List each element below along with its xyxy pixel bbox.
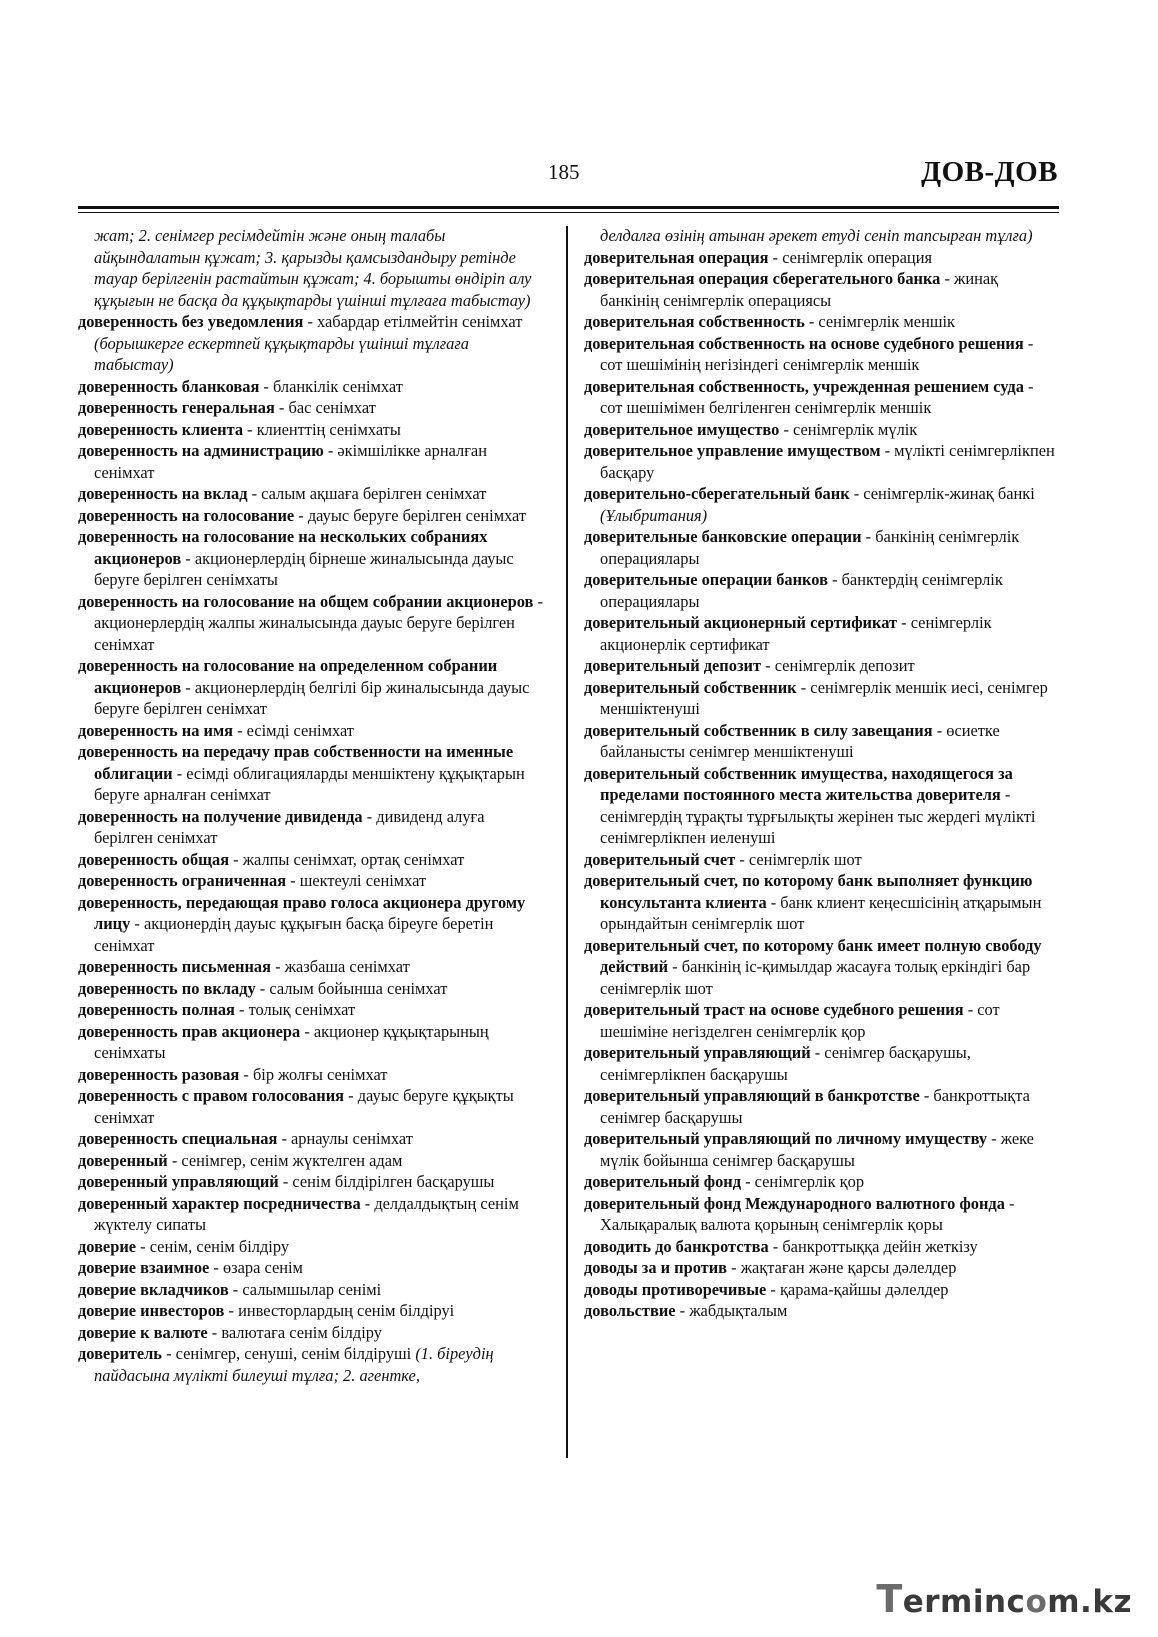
entry-translation: сенімгерлік қор [754,1172,865,1191]
entry-term: доверенность на голосование на общем собрании акционеров [78,591,534,611]
entry-translation: сенімгерлік депозит [774,656,915,675]
dictionary-entry: доверенность генеральная - бас сенімхат [78,398,376,417]
dictionary-entry: доверенность полная - толық сенімхат [78,1000,356,1019]
dictionary-entry: доверительный траст на основе судебного решения - сот шешіміне негізделген сенімгерлік қор [584,1000,1000,1041]
entry-term: доверенность ограниченная [78,871,287,890]
entry-translation: сенімгерлік операция [782,247,932,267]
dictionary-entry: доверие взаимное - өзара сенім [78,1258,303,1277]
dictionary-entry: доверительно-сберегательный банк - сенімгерлік-жинақ банкі (Ұлыбритания) [584,484,1035,525]
dictionary-entry: доверенность на вклад - салым ақшаға берілген сенімхат [78,484,487,503]
entry-translation: сенімгер басқарушы, сенімгерлікпен басқарушы [600,1043,971,1084]
entry-translation: сенімгерлік-жинақ банкі [863,484,1035,503]
entry-note: (Ұлыбритания) [600,505,708,525]
entry-translation: бас сенімхат [288,398,376,417]
entry-term: доверительный собственник имущества, находящегося за пределами постоянного места жительства доверителя [584,763,1013,804]
entry-translation: дауыс беруге берілген сенімхат [307,505,527,525]
dictionary-column-right [584,225,1055,1322]
dictionary-entry: доверительный управляющий по личному имуществу - жеке мүлік бойынша сенімгер басқарушы [584,1129,1034,1170]
entry-term: доверительный акционерный сертификат [584,613,898,632]
dictionary-entry: доверительный акционерный сертификат - сенімгерлік акционерлік сертификат [584,613,992,654]
entry-term: доводы противоречивые [584,1279,767,1299]
dictionary-entry: доверенный характер посредничества - делдалдықтың сенім жүктелу сипаты [78,1193,519,1234]
entry-translation: Халықаралық валюта қорының сенімгерлік қоры [600,1215,943,1234]
entry-translation: инвесторлардың сенім білдіруі [238,1301,455,1320]
entry-term: доверенность на передачу прав собственности на именные облигации [78,742,514,783]
entry-term: доверительный счет, по которому банк выполняет функцию консультанта клиента [584,871,1033,912]
entry-term: доверительный управляющий по личному имуществу [584,1129,988,1148]
entry-note: (борышкерге ескертпей құқықтарды үшінші тұлғаға табыстау) [94,333,469,374]
entry-translation: банкінің сенімгерлік операциялары [600,527,1020,568]
dictionary-entry: доверенность на передачу прав собственности на именные облигации - есімді облигацияларды меншіктену құқықтарын беруге арналған сенімхат [78,742,525,804]
entry-translation: сенім, сенім білдіру [149,1236,290,1256]
entry-translation: дивиденд алуға берілген сенімхат [94,806,485,847]
entry-translation: сенімгер, сенім жүктелген адам [181,1150,403,1170]
entry-translation: шектеулі сенімхат [299,871,427,890]
entry-translation: жинақ банкінің сенімгерлік операциясы [600,269,999,310]
entry-note: (1. біреудің пайдасына мүлікті билеуші тұлға; 2. агентке, [94,1344,494,1385]
entry-translation: акционерлердің бірнеше жиналысында дауыс беруге берілген сенімхаты [94,548,514,589]
entry-translation: банкроттыққа дейін жеткізу [782,1236,978,1256]
entry-term: доверенность на администрацию [78,441,324,460]
dictionary-entry: доверительные операции банков - банктердің сенімгерлік операциялары [584,570,1003,611]
entry-term: доверенность клиента [78,419,244,439]
entry-translation: салым бойынша сенімхат [269,978,448,998]
entry-translation: клиенттің сенімхаты [256,419,401,439]
entry-translation: әкімшілікке арналған сенімхат [94,441,487,482]
dictionary-entry: доверительная собственность на основе судебного решения - сот шешімінің негізіндегі сенімгерлік меншік [584,333,1034,374]
dictionary-entry [584,225,1055,247]
site-logo: Termincom.kz [876,1577,1132,1621]
dictionary-entry: доверенность на голосование - дауыс беруге берілген сенімхат [78,505,527,525]
dictionary-entry: доверенный управляющий - сенім білдірілген басқарушы [78,1172,495,1191]
entry-translation: есімді сенімхат [246,720,354,740]
dictionary-column-left [78,225,543,1386]
dictionary-entry: доверительные банковские операции - банкінің сенімгерлік операциялары [584,527,1020,568]
entry-term: доверие к валюте [78,1322,208,1342]
entry-translation: акционерлердің белгілі бір жиналысында дауыс беруге берілген сенімхат [94,677,530,718]
dictionary-entry: доверительный счет, по которому банк выполняет функцию консультанта клиента - банк клиент кеңесшісінің атқарымын орындайтын сенімгерлік шот [584,871,1042,933]
entry-term: доверенность, передающая право голоса акционера другому лицу [78,892,526,933]
entry-translation: сенімгер, сенуші, сенім білдіруші [175,1344,412,1363]
entry-translation: өсиетке байланысты сенімгер меншіктенуші [600,720,1000,761]
entry-term: доверенный управляющий [78,1172,279,1191]
entry-term: доверительное имущество [584,419,780,439]
entry-term: доверительный траст на основе судебного решения [584,1000,964,1019]
dictionary-entry: доверенность клиента - клиенттің сенімхаты [78,419,401,439]
entry-translation: салым ақшаға берілген сенімхат [261,484,487,503]
entry-term: доверительные банковские операции [584,527,862,546]
dictionary-entry: доверенность на имя - есімді сенімхат [78,720,354,740]
dictionary-entry: доверие - сенім, сенім білдіру [78,1236,290,1256]
dictionary-entry: доверительная собственность, учрежденная решением суда - сот шешімімен белгіленген сенімгерлік меншік [584,376,1034,417]
dictionary-entry: доверенность, передающая право голоса акционера другому лицу - акционердің дауыс құқығын басқа біреуге беретін сенімхат [78,892,526,955]
entry-translation: банкінің іс-қимылдар жасауға толық еркіндігі бар сенімгерлік шот [600,957,1031,998]
entry-translation: сенімгерлік мүлік [793,419,918,439]
entry-translation: акционер құқықтарының сенімхаты [94,1021,489,1062]
entry-term: доверительный управляющий [584,1043,811,1062]
entry-translation: жабдықталым [689,1301,788,1320]
dictionary-entry: доверенность прав акционера - акционер құқықтарының сенімхаты [78,1021,489,1062]
entry-translation: толық сенімхат [248,1000,356,1019]
entry-term: доверенность общая [78,849,230,869]
entry-term: доверие [78,1236,137,1256]
dictionary-entry: доверенный - сенімгер, сенім жүктелген адам [78,1150,403,1170]
entry-translation: бланкілік сенімхат [272,376,403,396]
entry-term: доверительная операция [584,247,769,267]
entry-translation: банк клиент кеңесшісінің атқарымын орындайтын сенімгерлік шот [600,892,1042,933]
entry-term: доверенность полная [78,1000,235,1019]
entry-translation: сенімгерлік меншік иесі, сенімгер меншіктенуші [600,677,1048,718]
entry-term: довольствие [584,1301,676,1320]
entry-translation: делдалдықтың сенім жүктелу сипаты [94,1193,519,1234]
entry-term: доверительный управляющий в банкротстве [584,1086,920,1105]
entry-translation: жалпы сенімхат, ортақ сенімхат [242,849,465,869]
entry-term: доверительный счет, по которому банк имеет полную свободу действий [584,935,1042,976]
entry-term: доверительная собственность на основе судебного решения [584,333,1024,353]
dictionary-entry: доверительное имущество - сенімгерлік мүлік [584,419,918,439]
entry-term: доверенность на получение дивиденда [78,806,363,826]
dictionary-entry: доверенность ограниченная - шектеулі сенімхат [78,871,427,890]
entry-translation: акционердің дауыс құқығын басқа біреуге беретін сенімхат [94,914,494,955]
dictionary-entry: доверительный счет - сенімгерлік шот [584,849,862,869]
entry-term: доверие инвесторов [78,1301,225,1320]
dictionary-entry: доверительный управляющий - сенімгер басқарушы, сенімгерлікпен басқарушы [584,1043,971,1084]
header-rule-thin [78,212,1059,213]
entry-term: доверенность генеральная [78,398,275,417]
entry-note: делдалға өзінің атынан әрекет етуді сеніп тапсырған тұлға) [600,226,1033,245]
entry-term: доверенный [78,1150,168,1170]
entry-term: доверительное управление имуществом [584,441,881,460]
entry-translation: сенім білдірілген басқарушы [292,1172,495,1191]
entry-term: доверительный собственник в силу завещания [584,720,933,740]
dictionary-entry: доверительный собственник в силу завещания - өсиетке байланысты сенімгер меншіктенуші [584,720,1000,761]
entry-note: жат; 2. сенімгер ресімдейтін және оның талабы айқындалатын құжат; 3. қарызды қамсыздандыру ретінде тауар берілгенін растайтын құжат; 4. борышты өндіріп алу құқығын не басқа да құқықтарды үшінші тұлғаға табыстау) [94,226,532,310]
entry-term: доверительный фонд Международного валютного фонда [584,1193,1005,1213]
entry-term: доверенность разовая [78,1064,240,1084]
entry-translation: бір жолғы сенімхат [252,1064,388,1084]
entry-translation: сот шешіміне негізделген сенімгерлік қор [600,1000,1000,1041]
dictionary-entry: доверенность по вкладу - салым бойынша сенімхат [78,978,448,998]
entry-translation: жақтаған және қарсы дәлелдер [740,1258,957,1277]
dictionary-entry: доверительный фонд - сенімгерлік қор [584,1172,865,1191]
dictionary-entry: доверенность разовая - бір жолғы сенімхат [78,1064,388,1084]
dictionary-entry: доверенность с правом голосования - дауыс беруге құқықты сенімхат [78,1086,514,1127]
dictionary-entry: доверие вкладчиков - салымшылар сенімі [78,1279,382,1299]
dictionary-entry: доверенность на голосование на нескольких собраниях акционеров - акционерлердің бірнеше жиналысында дауыс беруге берілген сенімхаты [78,527,514,589]
entry-term: доводить до банкротства [584,1236,769,1256]
entry-term: доверительный счет [584,849,736,869]
entry-term: доверенность письменная [78,957,271,976]
entry-term: доверенность без уведомления [78,312,304,331]
entry-translation: өзара сенім [222,1258,303,1277]
entry-translation: салымшылар сенімі [242,1279,382,1299]
entry-term: доверительный депозит [584,656,762,675]
entry-term: доверительная операция сберегательного банка [584,269,941,288]
dictionary-entry: доверительная операция сберегательного банка - жинақ банкінің сенімгерлік операциясы [584,269,999,310]
dictionary-entry: доверие инвесторов - инвесторлардың сенім білдіруі [78,1301,455,1320]
dictionary-entry: доверенность на получение дивиденда - дивиденд алуға берілген сенімхат [78,806,485,847]
entry-translation: сот шешімімен белгіленген сенімгерлік меншік [600,398,932,417]
entry-term: доверительные операции банков [584,570,828,589]
entry-term: доверенный характер посредничества [78,1193,361,1213]
entry-translation: қарама-қайшы дәлелдер [779,1279,949,1299]
dictionary-entry: доводы противоречивые - қарама-қайшы дәлелдер [584,1279,949,1299]
dictionary-entry: доверенность на голосование на общем собрании акционеров - акционерлердің жалпы жиналысында дауыс беруге берілген сенімхат [78,591,543,654]
dictionary-entry: довольствие - жабдықталым [584,1301,788,1320]
entry-translation: сот шешімінің негізіндегі сенімгерлік меншік [600,355,920,374]
dictionary-entry: доверительный собственник имущества, находящегося за пределами постоянного места жительства доверителя - сенімгердің тұрақты тұрғылықты жерінен тыс жердегі мүлікті сенімгерлікпен иеленуші [584,763,1036,847]
header-rule-thick [78,206,1059,209]
dictionary-entry: доверенность без уведомления - хабардар етілмейтін сенімхат (борышкерге ескертпей құқықтарды үшінші тұлғаға табыстау) [78,312,523,374]
entry-translation: банкроттықта сенімгер басқарушы [600,1086,1030,1127]
entry-term: доверительный фонд [584,1172,742,1191]
entry-term: доверенность на голосование на определенном собрании акционеров [78,656,498,697]
entry-translation: валютаға сенім білдіру [221,1322,382,1342]
dictionary-entry: доверительный управляющий в банкротстве - банкроттықта сенімгер басқарушы [584,1086,1030,1127]
dictionary-entry: доверительное управление имуществом - мүлікті сенімгерлікпен басқару [584,441,1055,482]
dictionary-entry: доверенность на голосование на определенном собрании акционеров - акционерлердің белгілі бір жиналысында дауыс беруге берілген сенімхат [78,656,530,718]
entry-translation: арнаулы сенімхат [291,1129,413,1148]
entry-term: доверенность с правом голосования [78,1086,345,1105]
column-divider [566,226,568,1458]
dictionary-entry: доверенность бланковая - бланкілік сенімхат [78,376,403,396]
dictionary-entry [78,225,543,311]
dictionary-entry: доверительная собственность - сенімгерлік меншік [584,312,955,331]
entry-translation: есімді облигацияларды меншіктену құқықтарын беруге арналған сенімхат [94,763,525,804]
entry-term: доверенность специальная [78,1129,278,1148]
entry-translation: сенімгерлік меншік [818,312,955,331]
entry-translation: банктердің сенімгерлік операциялары [600,570,1003,611]
entry-term: доверительная собственность [584,312,805,331]
entry-term: доверенность на имя [78,720,233,740]
entry-translation: жазбаша сенімхат [284,957,410,976]
entry-term: доверительный собственник [584,677,797,697]
dictionary-entry: доверительный собственник - сенімгерлік меншік иесі, сенімгер меншіктенуші [584,677,1048,718]
dictionary-entry: доверительный счет, по которому банк имеет полную свободу действий - банкінің іс-қимылдар жасауға толық еркіндігі бар сенімгерлік шот [584,935,1042,998]
entry-term: доверенность на голосование на нескольких собраниях акционеров [78,527,488,568]
entry-translation: акционерлердің жалпы жиналысында дауыс беруге берілген сенімхат [94,613,515,654]
entry-term: доверитель [78,1344,162,1363]
entry-translation: хабардар етілмейтін сенімхат [317,312,523,331]
entry-translation: сенімгердің тұрақты тұрғылықты жерінен тыс жердегі мүлікті сенімгерлікпен иеленуші [600,806,1036,847]
dictionary-entry: доверенность на администрацию - әкімшілікке арналған сенімхат [78,441,487,482]
entry-term: доверительная собственность, учрежденная решением суда [584,376,1024,396]
entry-term: доверенность по вкладу [78,978,256,998]
dictionary-entry: доверительный депозит - сенімгерлік депозит [584,656,915,675]
entry-term: доверие взаимное [78,1258,210,1277]
running-head: ДОВ-ДОВ [921,156,1058,188]
entry-term: доверенность на голосование [78,505,295,525]
entry-term: доверенность прав акционера [78,1021,301,1041]
entry-translation: мүлікті сенімгерлікпен басқару [600,441,1055,482]
entry-translation: дауыс беруге құқықты сенімхат [94,1086,514,1127]
page-number: 185 [548,160,580,184]
dictionary-entry: доверительный фонд Международного валютного фонда - Халықаралық валюта қорының сенімгерлік қоры [584,1193,1015,1234]
entry-term: доводы за и против [584,1258,728,1277]
dictionary-entry: доводы за и против - жақтаған және қарсы дәлелдер [584,1258,957,1277]
dictionary-entry: доводить до банкротства - банкроттыққа дейін жеткізу [584,1236,978,1256]
entry-translation: сенімгерлік акционерлік сертификат [600,613,992,654]
entry-term: доверенность бланковая [78,376,260,396]
entry-term: доверительно-сберегательный банк [584,484,850,503]
entry-term: доверие вкладчиков [78,1279,229,1299]
entry-translation: жеке мүлік бойынша сенімгер басқарушы [600,1129,1034,1170]
dictionary-entry: доверительная операция - сенімгерлік операция [584,247,932,267]
dictionary-entry: доверенность письменная - жазбаша сенімхат [78,957,410,976]
dictionary-entry: доверитель - сенімгер, сенуші, сенім білдіруші (1. біреудің пайдасына мүлікті билеуші тұлға; 2. агентке, [78,1344,494,1385]
entry-translation: сенімгерлік шот [748,849,862,869]
dictionary-entry: доверие к валюте - валютаға сенім білдіру [78,1322,382,1342]
dictionary-entry: доверенность общая - жалпы сенімхат, ортақ сенімхат [78,849,465,869]
entry-term: доверенность на вклад [78,484,248,503]
dictionary-entry: доверенность специальная - арнаулы сенімхат [78,1129,413,1148]
